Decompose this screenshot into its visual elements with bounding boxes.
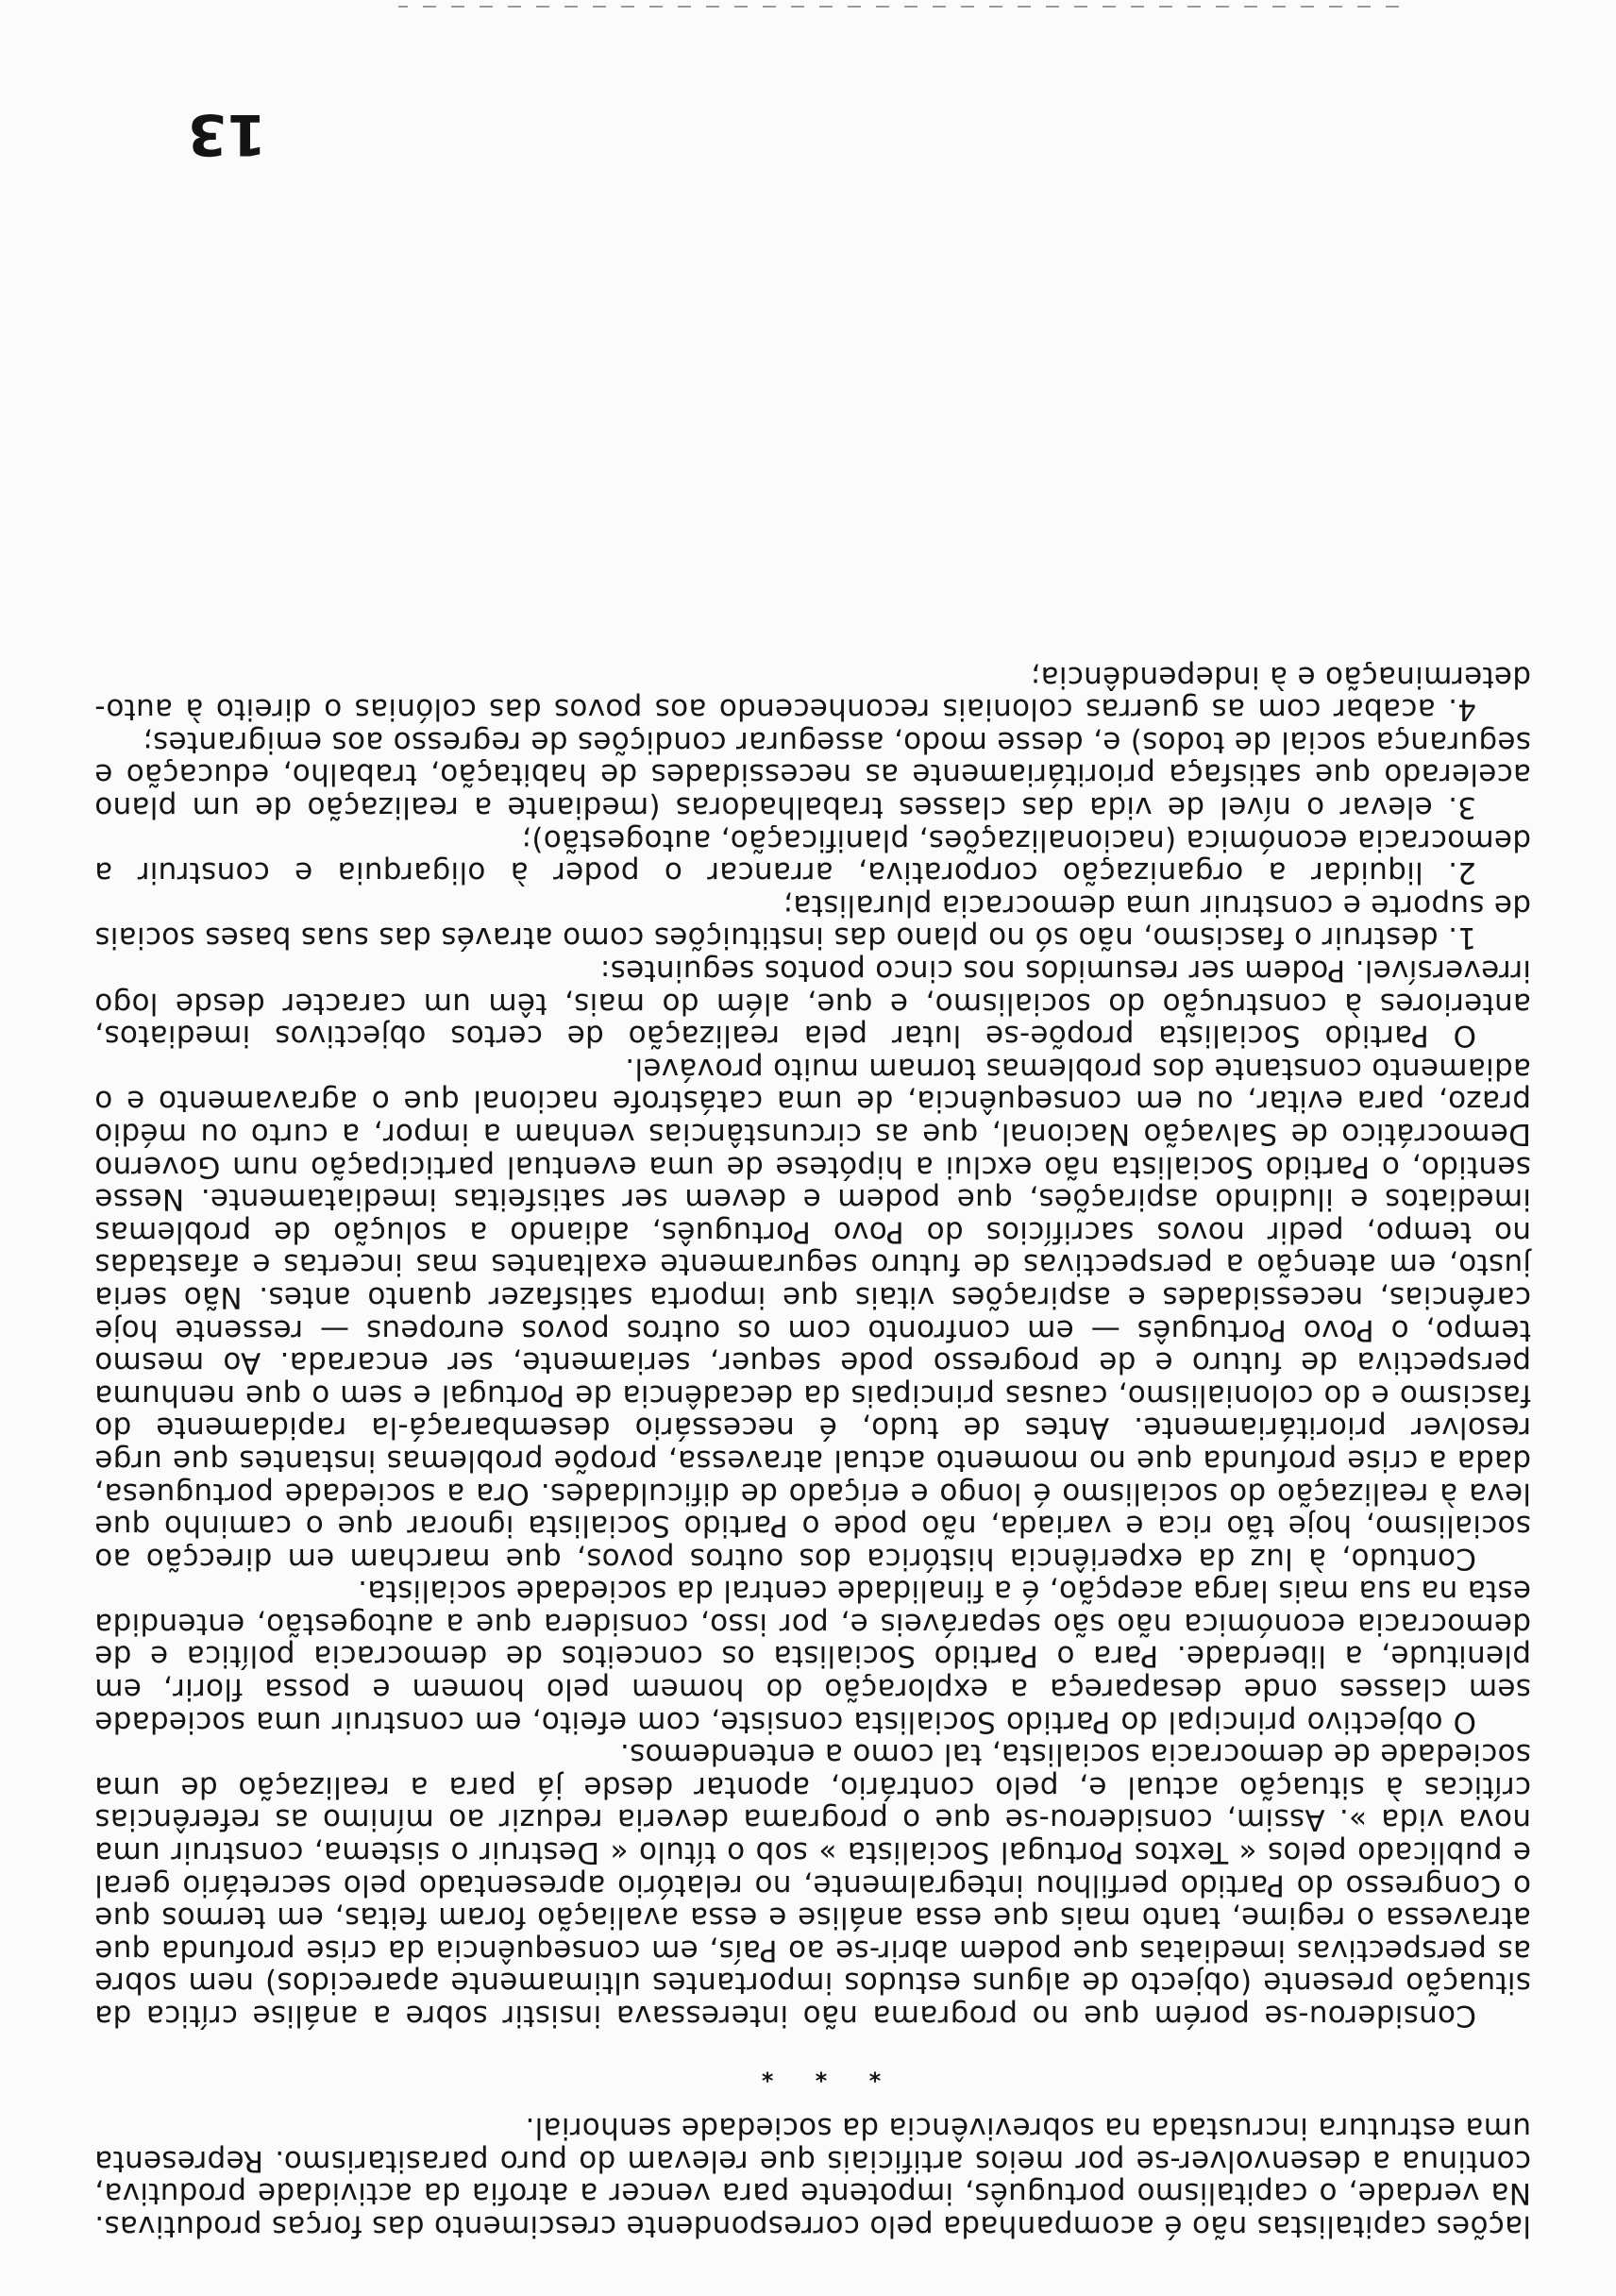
list-item: 1. destruir o fascismo, não só no plano das instituições como através das suas bases sociais de suporte e construir uma democracia pluralista; <box>94 887 1531 955</box>
list-item: 4. acabar com as guerras coloniais reconhecendo aos povos das colónias o direito à auto-determinação e à independência; <box>94 659 1531 727</box>
paragraph: O Partido Socialista propõe-se lutar pela realização de certos objectivos imediatos, anteriores à construção do socialismo, e que, além do mais, têm um caracter desde logo irreversível. Podem ser resumidos nos cinco pontos seguintes: <box>94 954 1531 1054</box>
section-separator: * * * <box>744 2059 882 2086</box>
paragraph: Considerou-se porém que no programa não interessava insistir sobre a análise crítica da situação presente (objecto de alguns estudos importantes ultimamente aparecidos) nem sobre as perspectivas imediatas que podem abrir-se ao País, em consequência da crise profunda que atravessa o regime, tanto mais que essa análise e essa avaliação foram feitas, em termos que o Congresso do Partido perfilhou integralmente, no relatório apresentado pelo secretário geral e publicado pelos « Textos Portugal Socialista » sob o título « Destruir o sistema, construir uma nova vida ». Assim, considerou-se que o programa deveria reduzir ao mínimo as referências críticas à situação actual e, pelo contrário, apontar desde já para a realização de uma sociedade de democracia socialista, tal como a entendemos. <box>94 1737 1531 2034</box>
scan-edge-mark <box>398 6 1399 8</box>
paragraph: Contudo, à luz da experiência histórica dos outros povos, que marcham em direcção ao socialismo, hoje tão rica e variada, não pode o Partido Socialista ignorar que o caminho que leva à realização do socialismo é longo e eriçado de dificuldades. Ora a sociedade portuguesa, dada a crise profunda que no momento actual atravessa, propõe problemas instantes que urge resolver prioritáriamente. Antes de tudo, é necessário desembaraçá-la rapidamente do fascismo e do colonialismo, causas principais da decadência de Portugal e sem o que nenhuma perspectiva de futuro e de progresso pode sequer, seriamente, ser encarada. Ao mesmo tempo, o Povo Português — em confronto com os outros povos europeus — ressente hoje carências, necessidades e aspirações vitais que importa satisfazer quanto antes. Não seria justo, em atenção a perspectivas de futuro seguramente exaltantes mas incertas e afastadas no tempo, pedir novos sacrifícios do Povo Português, adiando a solução de problemas imediatos e iludindo aspirações, que podem e devem ser satisfeitas imediatamente. Nesse sentido, o Partido Socialista não exclui a hipótese de uma eventual participação num Governo Democrático de Salvação Nacional, que as circunstâncias venham a impor, a curto ou médio prazo, para evitar, ou em consequência, de uma catástrofe nacional que o agravamento e o adiamento constante dos problemas tornam muito provável. <box>94 1051 1531 1576</box>
list-item: 3. elevar o nível de vida das classes trabalhadoras (mediante a realização de um plano acelerado que satisfaça prioritáriamente as necessidades de habitação, trabalho, educação e segurança social de todos) e, desse modo, assegurar condições de regresso aos emigrantes; <box>94 724 1531 825</box>
paragraph-continuation: lações capitalistas não é acompanhada pelo correspondente crescimento das forças produtivas. Na verdade, o capitalismo português, impotente para vencer a atrofia da actividade produtiva, continua a desenvolver-se por meios artificiais que relevam do puro parasitarismo. Representa uma estrutura incrustada na sobrevivência da sociedade senhorial. <box>94 2111 1531 2243</box>
list-item: 2. liquidar a organização corporativa, arrancar o poder à oligarquia e construir a democracia económica (nacionalizações, planificação, autogestão); <box>94 822 1531 890</box>
body-text <box>94 660 1531 2242</box>
paragraph: O objectivo principal do Partido Socialista consiste, com efeito, em construir uma sociedade sem classes onde desapareça a exploração do homem pelo homem e possa florir, em plenitude, a liberdade. Para o Partido Socialista os conceitos de democracia política e de democracia económica não são separáveis e, por isso, considera que a autogestão, entendida esta na sua mais larga acepção, é a finalidade central da sociedade socialista. <box>94 1574 1531 1739</box>
page-number: 13 <box>187 101 266 167</box>
